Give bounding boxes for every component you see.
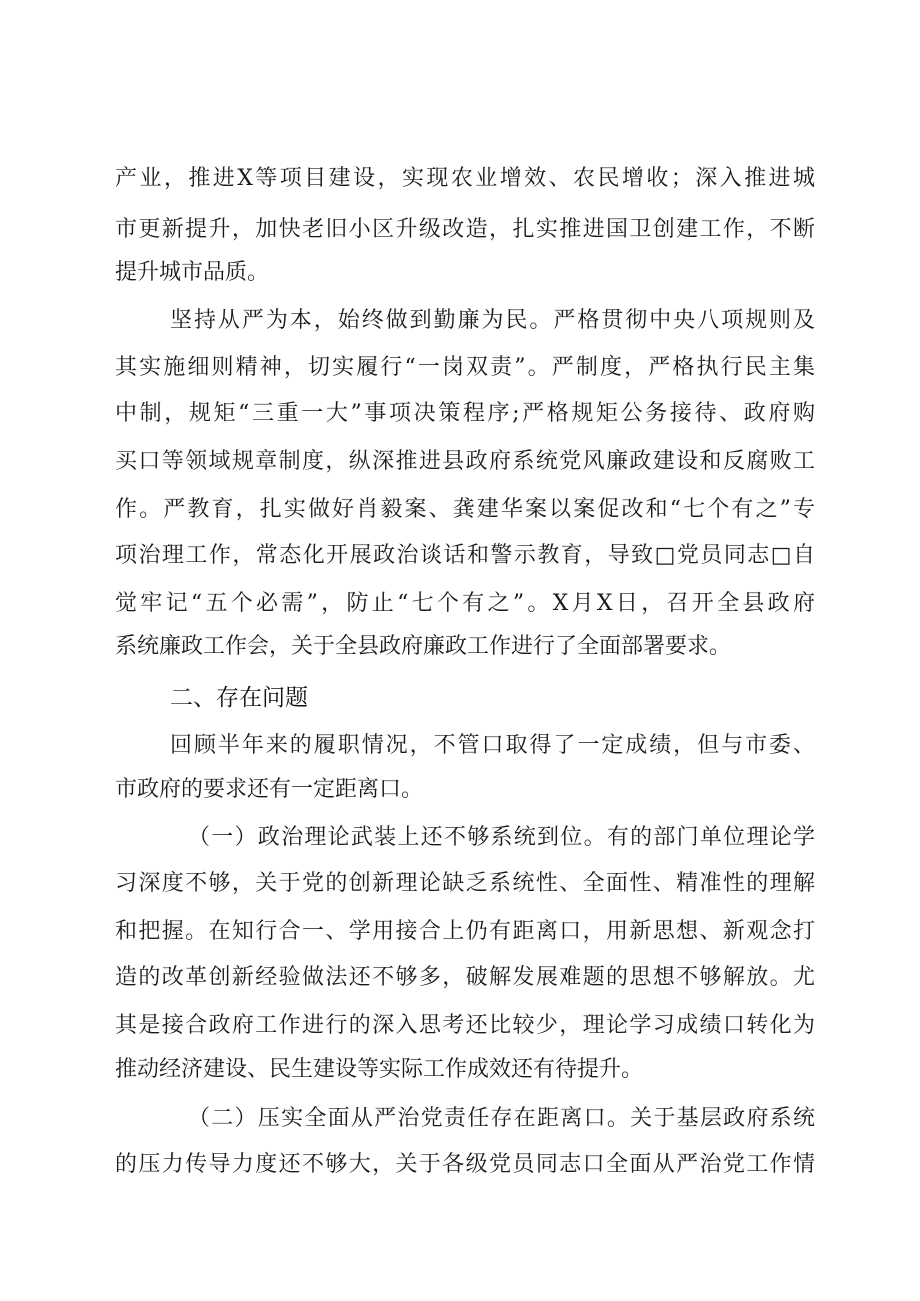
paragraph-line: 造的改革创新经验做法还不够多，破解发展难题的思想不够解放。尤 xyxy=(115,965,815,990)
paragraph-line: 和把握。在知行合一、学用接合上仍有距离口，用新思想、新观念打 xyxy=(115,919,815,944)
paragraph-line: 的压力传导力度还不够大，关于各级党员同志口全面从严治党工作情 xyxy=(115,1152,815,1177)
paragraph-line: 坚持从严为本，始终做到勤廉为民。严格贯彻中央八项规则及 xyxy=(170,308,815,333)
paragraph-line: 作。严教育，扎实做好肖毅案、龚建华案以案促改和“七个有之”专 xyxy=(115,497,815,522)
paragraph-line: （一）政治理论武装上还不够系统到位。有的部门单位理论学 xyxy=(188,825,815,850)
paragraph-line: 中制，规矩“三重一大”事项决策程序;严格规矩公务接待、政府购 xyxy=(115,401,815,426)
paragraph-line: 项治理工作，常态化开展政治谈话和警示教育，导致□党员同志□自 xyxy=(115,543,815,568)
paragraph-line: （二）压实全面从严治党责任存在距离口。关于基层政府系统 xyxy=(188,1106,815,1131)
paragraph-line: 市更新提升，加快老旧小区升级改造，扎实推进国卫创建工作，不断 xyxy=(115,217,815,242)
paragraph-line: 觉牢记“五个必需”，防止“七个有之”。X月X日，召开全县政府 xyxy=(115,591,815,616)
paragraph-line: 其是接合政府工作进行的深入思考还比较少，理论学习成绩口转化为 xyxy=(115,1013,815,1038)
paragraph-line: 产业，推进X等项目建设，实现农业增效、农民增收；深入推进城 xyxy=(115,166,815,191)
paragraph-line: 推动经济建设、民生建设等实际工作成效还有待提升。 xyxy=(115,1057,644,1082)
section-heading: 二、存在问题 xyxy=(170,685,308,711)
paragraph-line: 系统廉政工作会，关于全县政府廉政工作进行了全面部署要求。 xyxy=(115,634,732,659)
paragraph-line: 提升城市品质。 xyxy=(115,260,270,285)
paragraph-line: 其实施细则精神，切实履行“一岗双责”。严制度，严格执行民主集 xyxy=(115,355,815,380)
paragraph-line: 市政府的要求还有一定距离口。 xyxy=(115,777,424,802)
paragraph-line: 习深度不够，关于党的创新理论缺乏系统性、全面性、精准性的理解 xyxy=(115,871,815,896)
paragraph-line: 买口等领域规章制度，纵深推进县政府系统党风廉政建设和反腐败工 xyxy=(115,449,815,474)
paragraph-line: 回顾半年来的履职情况，不管口取得了一定成绩，但与市委、 xyxy=(170,733,815,758)
